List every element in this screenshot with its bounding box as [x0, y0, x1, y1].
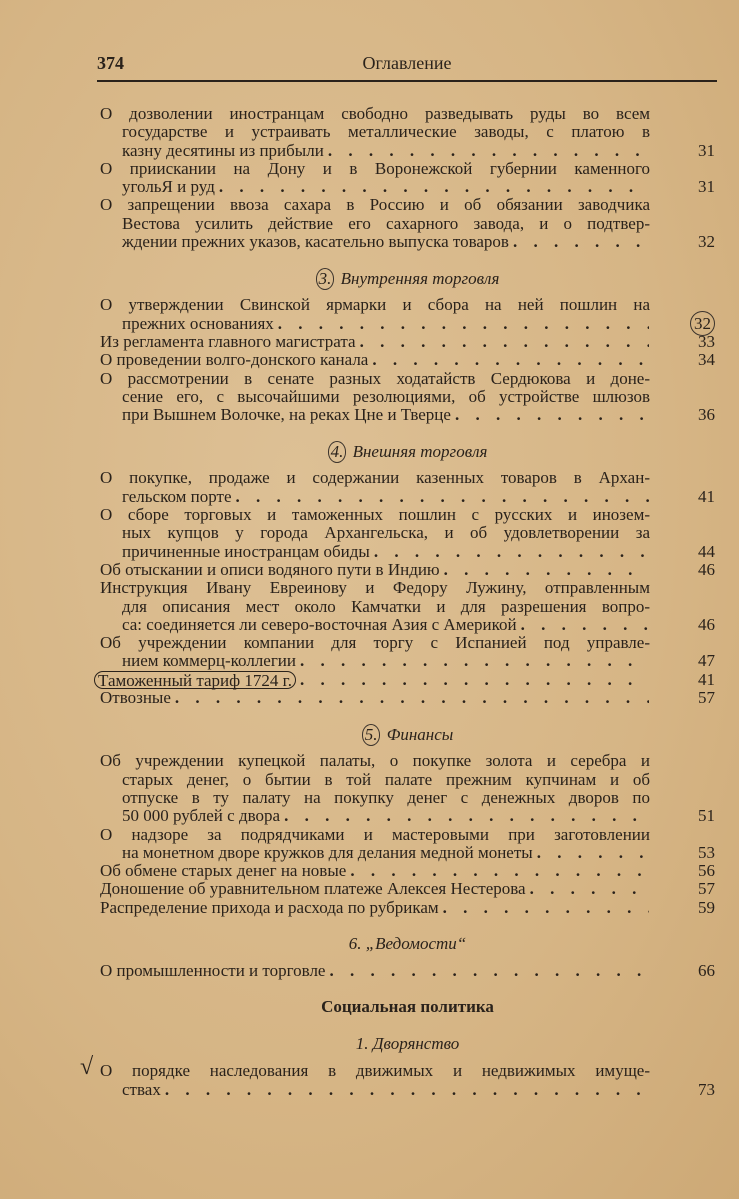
toc-entry: [100, 862, 715, 880]
entry-last-line: [100, 807, 715, 825]
entry-line: на монетном дворе кружков для делания медной монеты: [122, 842, 533, 862]
dot-leader: [521, 616, 649, 634]
entry-last-line: [100, 962, 715, 980]
entry-line: прежних основаниях: [122, 313, 274, 333]
section-title: Финансы: [386, 725, 454, 745]
header-rule: [97, 80, 717, 82]
entry-line: Распределение прихода и расхода по рубрикам: [100, 897, 439, 917]
page-number-ref: 46: [698, 614, 715, 634]
dot-leader: [329, 962, 649, 980]
entry-last-line: [100, 488, 715, 506]
page-number-ref: 32: [690, 311, 715, 336]
dot-leader: [236, 488, 649, 506]
page-ref: [655, 488, 715, 506]
dot-leader: [372, 351, 649, 369]
page-ref: [655, 862, 715, 880]
dot-leader: [374, 543, 649, 561]
entry-line: Об обмене старых денег на новые: [100, 861, 347, 881]
entry-line: О сборе торговых и таможенных пошлин с русских и инозем-: [100, 506, 650, 525]
page-ref: [655, 561, 715, 579]
toc-entry: [100, 880, 715, 898]
running-title: Оглавление: [362, 53, 452, 73]
page-ref: [655, 652, 715, 670]
section-heading: [100, 441, 715, 461]
table-of-contents: [80, 105, 715, 1099]
toc-entry: [100, 196, 715, 251]
dot-leader: [360, 333, 649, 351]
page-number-ref: 34: [698, 350, 715, 370]
page-number-ref: 44: [698, 541, 715, 561]
page-number: 374: [97, 53, 124, 73]
entry-line: О дозволении иностранцам свободно разведывать руды во всем: [100, 105, 650, 123]
entry-last-line: [100, 406, 715, 424]
entry-line: сение его, с высочайшими резолюциями, об устройстве шлюзов: [122, 387, 650, 406]
entry-line: ствах: [122, 1079, 161, 1099]
entry-line: О приискании на Дону и в Воронежской губернии каменного: [100, 159, 650, 178]
entry-last-line: [100, 844, 715, 862]
page-ref: [655, 899, 715, 917]
entry-last-line: [100, 652, 715, 670]
page-number-ref: 33: [698, 331, 715, 351]
toc-entry: [100, 469, 715, 506]
toc-entry: [100, 689, 715, 707]
page-number-ref: 31: [698, 177, 715, 197]
section-number: 3.: [316, 268, 335, 290]
page-number-ref: 59: [698, 897, 715, 917]
page-number-ref: 73: [698, 1079, 715, 1099]
page-number-ref: 56: [698, 861, 715, 881]
page-number-ref: 47: [698, 651, 715, 671]
page-number-ref: 57: [698, 688, 715, 708]
entry-line: Отвозные: [100, 688, 171, 708]
page-ref: [655, 233, 715, 251]
entry-line: отпуске в ту палату на покупку денег с денежных дворов по: [122, 788, 650, 807]
entry-line: Доношение об уравнительном платеже Алексея Нестерова: [100, 879, 526, 899]
entry-last-line: [100, 561, 715, 579]
entry-line: Таможенный тариф 1724 г.: [94, 671, 296, 689]
page-ref: [655, 543, 715, 561]
dot-leader: [444, 561, 649, 579]
entry-line: для описания мест около Камчатки и для разрешения вопро-: [122, 597, 650, 616]
page-number-ref: 41: [698, 486, 715, 506]
page-number-ref: 51: [698, 806, 715, 826]
page-ref: [655, 880, 715, 898]
entry-last-line: [100, 333, 715, 351]
entry-last-line: [100, 689, 715, 707]
page-ref: [655, 142, 715, 160]
entry-line: при Вышнем Волочке, на реках Цне и Тверце: [122, 405, 451, 425]
entry-line: Вестова усилить действие его сахарного завода, и о подтвер-: [122, 214, 650, 233]
section-title: „Ведомости“: [365, 933, 467, 953]
section-title: Внутренняя торговля: [340, 269, 500, 289]
page-ref: [655, 333, 715, 351]
entry-last-line: [100, 315, 715, 333]
section-heading: [100, 724, 715, 744]
dot-leader: [530, 880, 649, 898]
page-ref: [655, 315, 715, 333]
entry-last-line: [100, 616, 715, 634]
entry-last-line: [100, 233, 715, 251]
page-ref: [655, 616, 715, 634]
page-number-ref: 41: [698, 669, 715, 689]
entry-line: 50 000 рублей с двора: [122, 806, 281, 826]
entry-line: Инструкция Ивану Евреинову и Федору Лужину, отправленным: [100, 579, 650, 598]
page-number-ref: 32: [698, 232, 715, 252]
entry-last-line: [100, 1081, 715, 1099]
page-ref: [655, 844, 715, 862]
page-ref: [655, 807, 715, 825]
entry-line: Об отыскании и описи водяного пути в Индию: [100, 559, 440, 579]
entry-line: ных купцов у города Архангельска, и об удовлетворении за: [122, 524, 650, 543]
running-header: [97, 53, 717, 77]
page-number-ref: 31: [698, 140, 715, 160]
page-number-ref: 46: [698, 559, 715, 579]
toc-entry: [100, 105, 715, 160]
entry-line: причиненные иностранцам обиды: [122, 541, 370, 561]
dot-leader: [513, 233, 649, 251]
toc-entry: [100, 160, 715, 197]
entry-last-line: [100, 351, 715, 369]
entry-line: О надзоре за подрядчиками и мастеровыми при заготовлении: [100, 825, 650, 844]
section-number: 1.: [355, 1034, 369, 1054]
page-ref: [655, 1081, 715, 1099]
page-ref: [655, 406, 715, 424]
entry-line: старых денег, о бытии в той палате прежним купчинам и об: [122, 770, 650, 789]
toc-entry: [100, 506, 715, 561]
page-ref: [655, 178, 715, 196]
page-number-ref: 36: [698, 405, 715, 425]
dot-leader: [443, 899, 649, 917]
page-ref: [655, 962, 715, 980]
dot-leader: [300, 652, 649, 670]
entry-last-line: [100, 899, 715, 917]
entry-line: гельском порте: [122, 486, 232, 506]
entry-line: О порядке наследования в движимых и недвижимых имуще-: [100, 1062, 650, 1081]
section-title: Внешняя торговля: [352, 442, 488, 462]
entry-last-line: [100, 543, 715, 561]
dot-leader: [219, 178, 649, 196]
toc-entry: [100, 333, 715, 351]
entry-line: О промышленности и торговле: [100, 960, 326, 980]
section-title: Социальная политика: [321, 997, 494, 1017]
section-number: 4.: [328, 441, 347, 463]
dot-leader: [300, 671, 649, 689]
entry-line: Об учреждении компании для торгу с Испанией под управле-: [100, 634, 650, 653]
entry-line: нием коммерц-коллегии: [122, 651, 296, 671]
entry-line: О запрещении ввоза сахара в Россию и об обязании заводчика: [100, 196, 650, 215]
section-number: 5.: [362, 724, 381, 746]
toc-entry: [100, 561, 715, 579]
entry-line: О рассмотрении в сенате разных ходатайств Сердюкова и доне-: [100, 369, 650, 388]
dot-leader: [537, 844, 649, 862]
entry-line: государстве и устраивать металлические заводы, с платою в: [122, 123, 650, 142]
entry-line: Из регламента главного магистрата: [100, 331, 356, 351]
entry-last-line: [100, 880, 715, 898]
dot-leader: [455, 406, 649, 424]
toc-entry: [100, 351, 715, 369]
entry-last-line: [100, 142, 715, 160]
toc-entry: [100, 752, 715, 825]
toc-entry: [100, 899, 715, 917]
section-heading: [100, 268, 715, 288]
entry-line: О покупке, продаже и содержании казенных товаров в Архан-: [100, 469, 650, 488]
entry-line: О проведении волго-донского канала: [100, 350, 369, 370]
section-heading: [100, 997, 715, 1017]
entry-line: казну десятины из прибыли: [122, 140, 324, 160]
toc-entry: [100, 671, 715, 689]
entry-last-line: [100, 862, 715, 880]
entry-last-line: [100, 178, 715, 196]
entry-line: ждении прежних указов, касательно выпуска товаров: [122, 232, 509, 252]
section-number: 6.: [348, 933, 362, 953]
toc-entry: [100, 634, 715, 671]
dot-leader: [350, 862, 649, 880]
entry-line: са: соединяется ли северо-восточная Азия с Америкой: [122, 614, 517, 634]
entry-line: Об учреждении купецкой палаты, о покупке золота и серебра и: [100, 752, 650, 771]
dot-leader: [165, 1081, 649, 1099]
entry-line: угольЯ и руд: [122, 177, 215, 197]
page-number-ref: 57: [698, 879, 715, 899]
dot-leader: [328, 142, 649, 160]
dot-leader: [278, 315, 649, 333]
dot-leader: [175, 689, 649, 707]
check-mark: √: [80, 1054, 94, 1081]
toc-entry: [100, 579, 715, 634]
toc-entry: [100, 296, 715, 333]
toc-entry: [80, 1054, 715, 1099]
page-ref: [655, 671, 715, 689]
section-title: Дворянство: [372, 1034, 460, 1054]
section-heading: [100, 1034, 715, 1054]
page-number-ref: 66: [698, 960, 715, 980]
entry-last-line: [100, 671, 715, 689]
page-ref: [655, 351, 715, 369]
page-number-ref: 53: [698, 842, 715, 862]
entry-line: О утверждении Свинской ярмарки и сбора на ней пошлин на: [100, 296, 650, 315]
toc-entry: [100, 826, 715, 863]
page-ref: [655, 689, 715, 707]
toc-entry: [100, 370, 715, 425]
section-heading: [100, 934, 715, 954]
toc-entry: [100, 962, 715, 980]
dot-leader: [284, 807, 649, 825]
